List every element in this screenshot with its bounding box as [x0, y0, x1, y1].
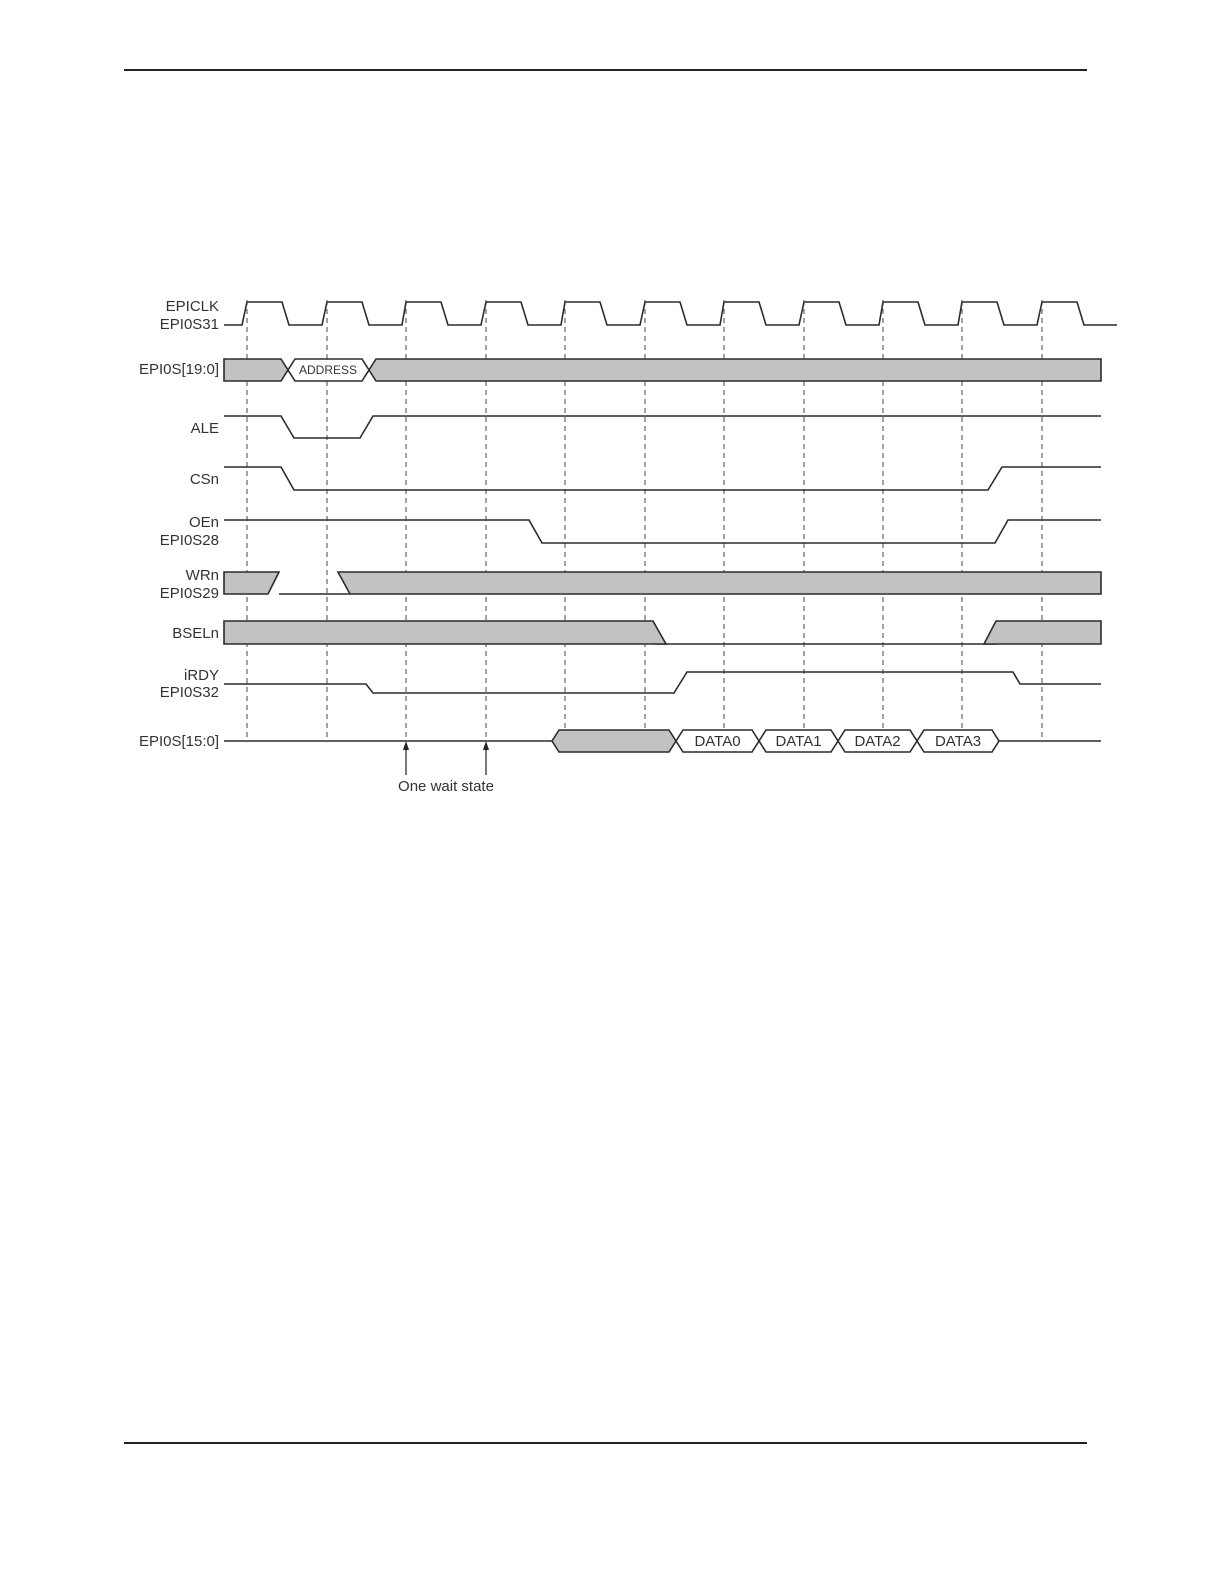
arrowhead-1 — [403, 741, 409, 750]
wrn-shade-pre — [224, 572, 279, 594]
data-label-3: DATA3 — [934, 733, 982, 750]
wait-state-label: One wait state — [398, 778, 494, 795]
wrn-shade-post — [338, 572, 1101, 594]
signal-label-oen-alt: EPI0S28 — [159, 532, 219, 549]
addr-bus-post — [369, 359, 1101, 381]
csn-waveform — [224, 467, 1101, 490]
signal-label-irdy-alt: EPI0S32 — [159, 684, 219, 701]
signal-label-addr: EPI0S[19:0] — [138, 361, 219, 378]
address-label: ADDRESS — [298, 363, 358, 377]
signal-label-wrn: WRn — [185, 567, 219, 584]
oen-waveform — [224, 520, 1101, 543]
data-label-2: DATA2 — [854, 733, 901, 750]
bseln-shade-post — [984, 621, 1101, 644]
signal-label-epiclk: EPICLK — [165, 298, 219, 315]
signal-labels — [139, 298, 219, 750]
signal-label-ale: ALE — [190, 420, 219, 437]
addr-bus-pre — [224, 359, 288, 381]
bseln-shade-pre — [224, 621, 666, 644]
signal-waveforms — [224, 302, 1117, 752]
signal-label-data: EPI0S[15:0] — [138, 733, 219, 750]
signal-label-irdy: iRDY — [183, 667, 219, 684]
data-label-0: DATA0 — [694, 733, 741, 750]
epiclk-waveform — [224, 302, 1117, 325]
signal-label-bseln: BSELn — [172, 625, 219, 642]
arrowhead-2 — [483, 741, 489, 750]
signal-label-oen: OEn — [188, 514, 219, 531]
signal-label-epiclk-alt: EPI0S31 — [159, 316, 219, 333]
signal-label-csn: CSn — [189, 471, 219, 488]
ale-waveform — [224, 416, 1101, 438]
data-label-1: DATA1 — [775, 733, 822, 750]
wait-state-annotation — [398, 741, 494, 795]
irdy-waveform — [224, 672, 1101, 693]
signal-label-wrn-alt: EPI0S29 — [159, 585, 219, 602]
data-bus-undefined — [552, 730, 676, 752]
